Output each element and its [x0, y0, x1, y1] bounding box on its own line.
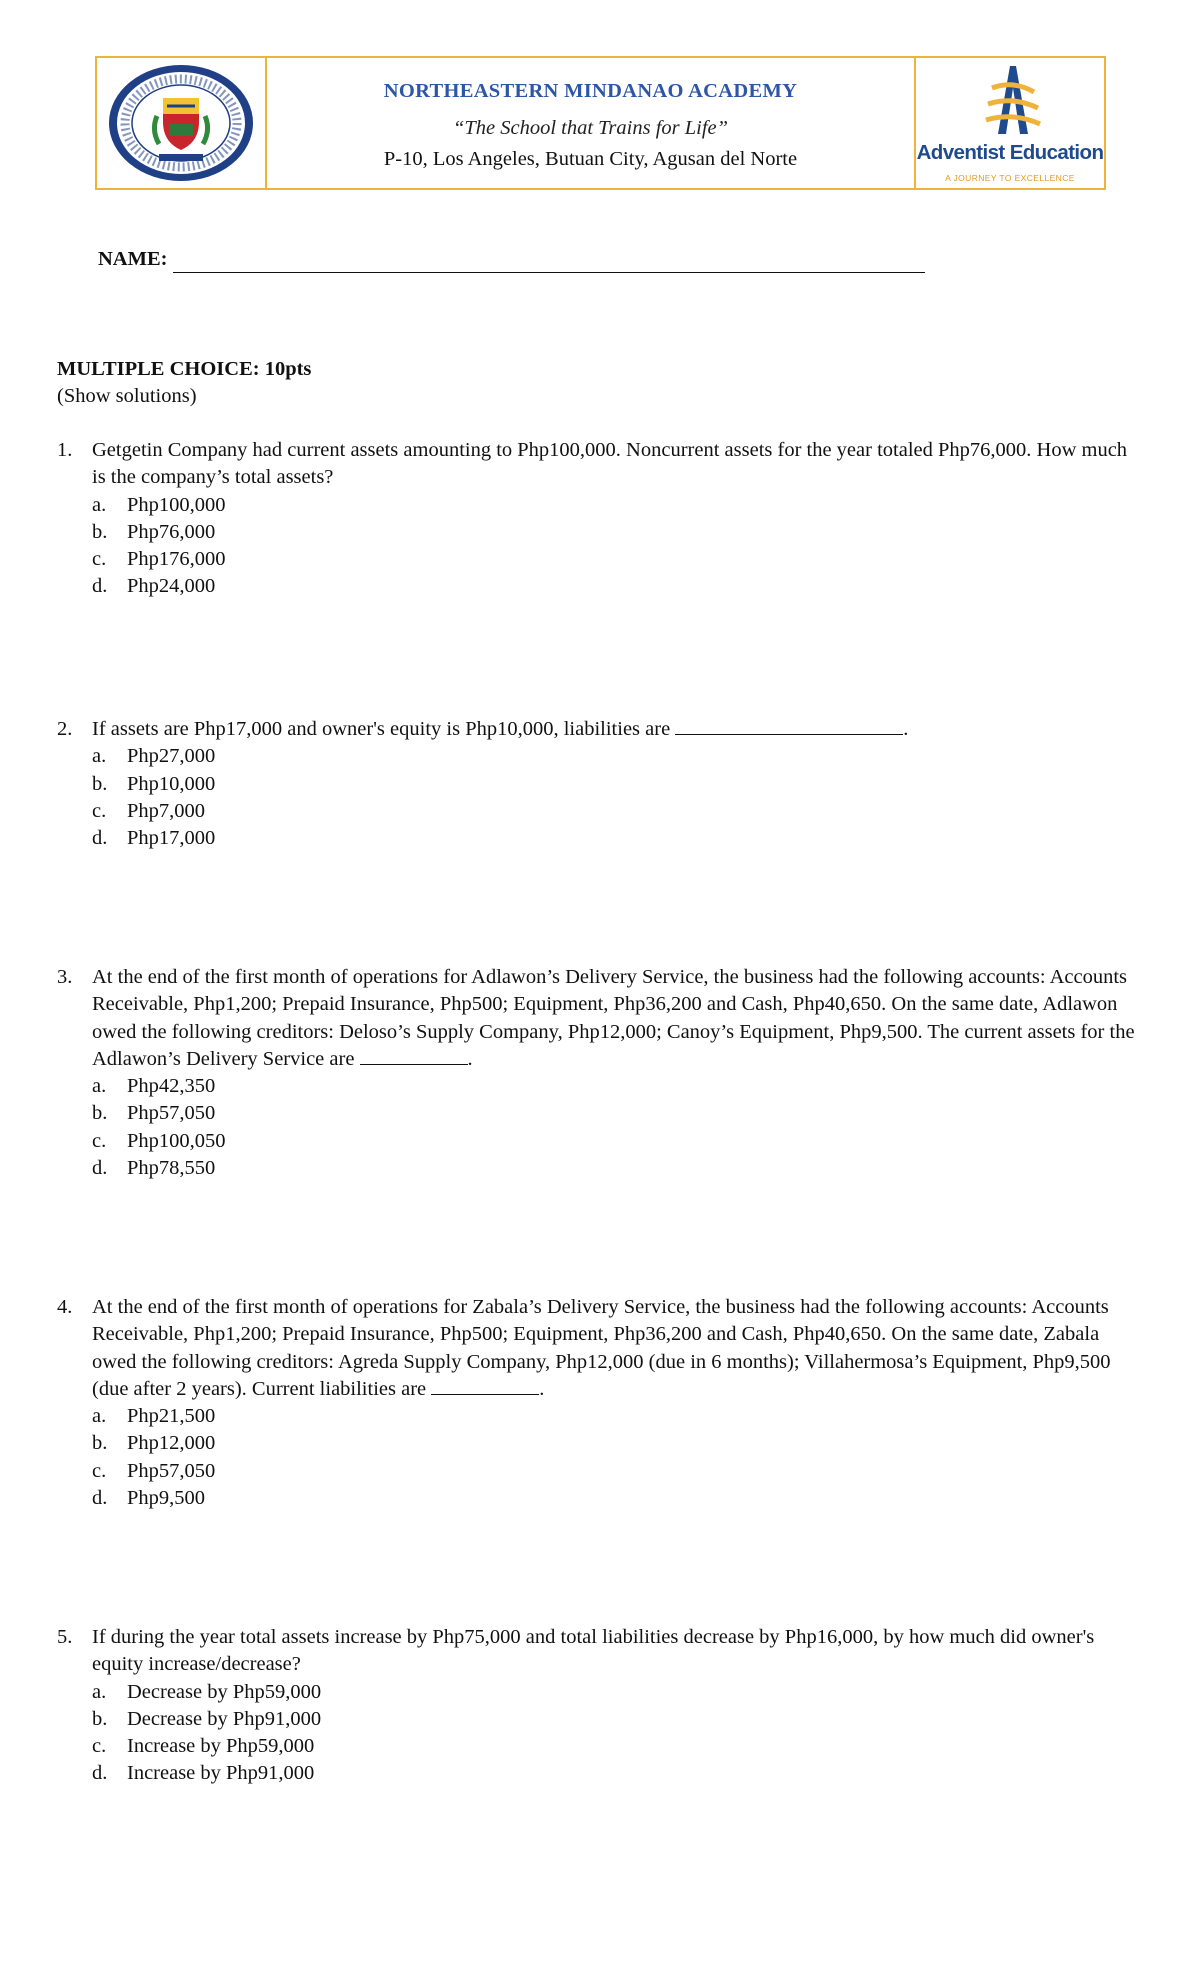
question-stem: If during the year total assets increase by Php75,000 and total liabilities decrease by Php16,000, by how much did owner's equity increase/decrease? [92, 1626, 1095, 1676]
question-stem-text: If assets are Php17,000 and owner's equity is Php10,000, liabilities are [92, 718, 671, 740]
option-letter: b. [92, 520, 108, 543]
option-letter: c. [92, 548, 107, 571]
question-stem-end: . [539, 1377, 545, 1400]
option-letter: a. [92, 1075, 107, 1098]
option-text: Php21,500 [127, 1405, 216, 1428]
answer-blank[interactable] [675, 716, 903, 735]
answer-blank[interactable] [360, 1046, 468, 1065]
option-text: Php7,000 [127, 799, 206, 822]
option-b [92, 1100, 1142, 1127]
question-5 [57, 1624, 1142, 1788]
option-letter: b. [92, 772, 108, 795]
option-a [92, 492, 1142, 519]
question-2 [57, 716, 1142, 852]
option-c [92, 1733, 1142, 1760]
option-letter: a. [92, 1405, 107, 1428]
option-text: Php42,350 [127, 1075, 216, 1098]
option-text: Php76,000 [127, 520, 216, 543]
school-name: NORTHEASTERN MINDANAO ACADEMY [383, 80, 798, 102]
option-letter: d. [92, 1762, 108, 1785]
option-letter: b. [92, 1102, 108, 1125]
question-number: 2. [57, 718, 73, 740]
option-c [92, 798, 1142, 825]
option-d [92, 1155, 1142, 1182]
option-text: Increase by Php91,000 [127, 1762, 315, 1785]
question-stem-end: . [467, 1047, 473, 1070]
option-letter: c. [92, 1459, 107, 1482]
school-info [267, 58, 914, 188]
answer-blank[interactable] [431, 1376, 539, 1395]
option-letter: d. [92, 1487, 108, 1510]
option-c [92, 1458, 1142, 1485]
option-letter: c. [92, 1735, 107, 1758]
option-d [92, 573, 1142, 600]
option-letter: a. [92, 493, 107, 516]
option-letter: a. [92, 1680, 107, 1703]
option-b [92, 771, 1142, 798]
question-3 [57, 964, 1142, 1182]
question-stem [92, 716, 1142, 743]
name-blank-line[interactable] [173, 252, 925, 273]
section-subtitle: (Show solutions) [57, 385, 197, 407]
option-d [92, 1760, 1142, 1787]
option-letter: d. [92, 827, 108, 850]
option-text: Php27,000 [127, 745, 216, 768]
option-letter: d. [92, 1157, 108, 1180]
option-a [92, 1073, 1142, 1100]
option-letter: c. [92, 799, 107, 822]
adventist-education-tagline: A JOURNEY TO EXCELLENCE [945, 173, 1075, 183]
school-seal-cell [97, 58, 267, 188]
option-text: Php17,000 [127, 827, 216, 850]
option-c [92, 1128, 1142, 1155]
option-d [92, 1485, 1142, 1512]
school-motto: “The School that Trains for Life” [452, 117, 729, 139]
option-text: Php9,500 [127, 1487, 206, 1510]
option-text: Php10,000 [127, 772, 216, 795]
adventist-education-logo [916, 58, 1104, 142]
option-text: Php78,550 [127, 1157, 216, 1180]
option-text: Php176,000 [127, 548, 226, 571]
adventist-education-wordmark: Adventist Education [916, 141, 1104, 164]
question-number: 3. [57, 966, 73, 988]
question-stem-end: . [903, 718, 909, 740]
school-header [95, 56, 1106, 190]
question-number: 4. [57, 1296, 73, 1318]
question-stem-text: At the end of the first month of operations for Zabala’s Delivery Service, the business had the following accounts: Accounts Receivable, Php1,200; Prepaid Insurance, Php500; Equipment, Php36,200 and Cash, Php40,650. On the same date, Zabala owed the following creditors: Agreda Supply Company, Php12,000 (due in 6 months); Villahermosa’s Equipment, Php9,500 (due after 2 years). Current liabilities are [92, 1296, 1111, 1400]
question-1 [57, 437, 1142, 601]
option-d [92, 825, 1142, 852]
option-letter: c. [92, 1129, 107, 1152]
option-text: Php57,050 [127, 1102, 216, 1125]
question-stem [92, 964, 1142, 1073]
school-seal-logo [97, 58, 265, 188]
option-letter: b. [92, 1432, 108, 1455]
question-stem [92, 1294, 1142, 1403]
option-c [92, 546, 1142, 573]
option-a [92, 1679, 1142, 1706]
question-stem: Getgetin Company had current assets amounting to Php100,000. Noncurrent assets for the year totaled Php76,000. How much is the company’s total assets? [92, 439, 1128, 489]
option-b [92, 519, 1142, 546]
option-letter: b. [92, 1707, 108, 1730]
option-a [92, 1403, 1142, 1430]
option-text: Php100,000 [127, 493, 226, 516]
option-text: Php12,000 [127, 1432, 216, 1455]
option-letter: a. [92, 745, 107, 768]
option-text: Decrease by Php59,000 [127, 1680, 322, 1703]
question-number: 5. [57, 1626, 73, 1648]
option-text: Increase by Php59,000 [127, 1735, 315, 1758]
option-text: Php24,000 [127, 575, 216, 598]
option-text: Php100,050 [127, 1129, 226, 1152]
option-b [92, 1706, 1142, 1733]
question-stem-text: At the end of the first month of operations for Adlawon’s Delivery Service, the business had the following accounts: Accounts Receivable, Php1,200; Prepaid Insurance, Php500; Equipment, Php36,200 and Cash, Php40,650. On the same date, Adlawon owed the following creditors: Deloso’s Supply Company, Php12,000; Canoy’s Equipment, Php9,500. The current assets for the Adlawon’s Delivery Service are [92, 966, 1135, 1070]
question-4 [57, 1294, 1142, 1512]
section-title: MULTIPLE CHOICE: 10pts [57, 358, 312, 380]
school-address: P-10, Los Angeles, Butuan City, Agusan del Norte [383, 148, 798, 170]
question-number: 1. [57, 439, 73, 461]
option-text: Decrease by Php91,000 [127, 1707, 322, 1730]
adventist-education-logo-cell [914, 58, 1104, 188]
option-a [92, 743, 1142, 770]
option-text: Php57,050 [127, 1459, 216, 1482]
option-b [92, 1430, 1142, 1457]
option-letter: d. [92, 575, 108, 598]
name-label: NAME: [98, 248, 168, 270]
name-field [98, 246, 925, 273]
